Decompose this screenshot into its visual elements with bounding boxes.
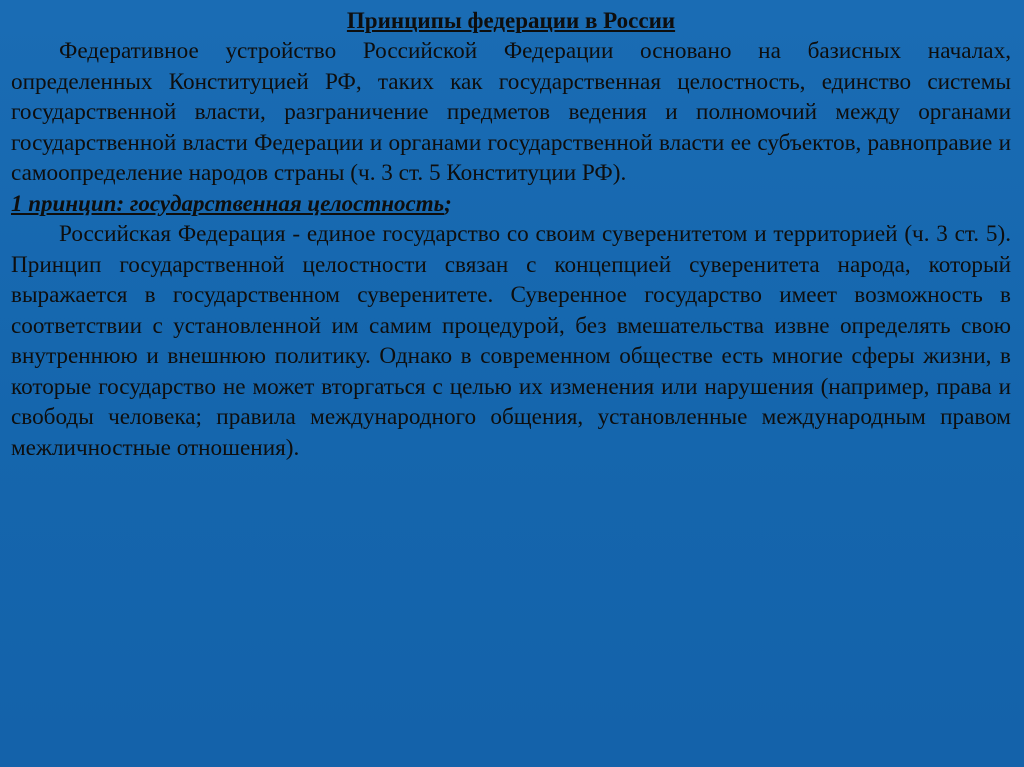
principle-heading: [11, 189, 1011, 220]
intro-paragraph: Федеративное устройство Российской Федерации основано на базисных началах, определенных Конституцией РФ, таких как государственная целостность, единство системы государственной власти, разграничение предметов ведения и полномочий между органами государственной власти Федерации и органами государственной власти ее субъектов, равноправие и самоопределение народов страны (ч. 3 ст. 5 Конституции РФ).: [11, 38, 1011, 186]
slide-title: Принципы федерации в России: [346, 8, 676, 33]
principle-heading-text: 1 принцип: государственная целостность: [11, 190, 445, 216]
principle-paragraph: Российская Федерация - единое государство со своим суверенитетом и территорией (ч. 3 ст. 5). Принцип государственной целостности связан с концепцией суверенитета народа, который выражается в государственном суверенитете. Суверенное государство имеет возможность в соответствии с установленной им самим процедурой, без вмешательства извне определять свою внутреннюю и внешнюю политику. Однако в современном обществе есть многие сферы жизни, в которые государство не может вторгаться с целью их изменения или нарушения (например, права и свободы человека; правила международного общения, установленные международным правом межличностные отношения).: [11, 221, 1011, 461]
principle-heading-suffix: ;: [444, 190, 452, 216]
